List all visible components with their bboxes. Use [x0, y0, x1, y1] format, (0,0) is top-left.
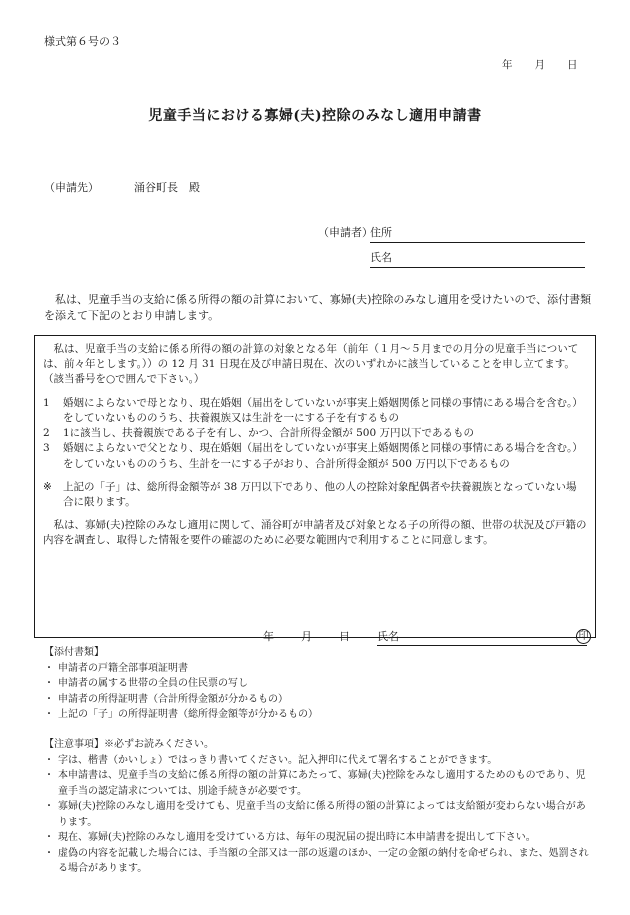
applicant-role-label: （申請者） — [318, 226, 373, 239]
consent-paragraph: 私は、寡婦(夫)控除のみなし適用に関して、涌谷町が申請者及び対象となる子の所得の額、世帯の状況及び戸籍の内容を調査し、取得した情報を要件の確認のために必要な範囲内で利用することに同意します。 — [43, 519, 587, 547]
destination-label: （申請先） — [44, 181, 99, 194]
address-label: 住所 — [370, 226, 392, 239]
applicant-address-row — [318, 225, 585, 243]
declaration-item[interactable] — [43, 426, 587, 441]
destination — [44, 180, 200, 196]
list-item: ・ 本申請書は、児童手当の支給に係る所得の額の計算にあたって、寡婦(夫)控除をみなし適用するためのものであり、児童手当の認定請求については、別途手続きが必要です。 — [44, 768, 592, 799]
address-field[interactable] — [370, 225, 585, 243]
date-day-label: 日 — [567, 59, 578, 71]
signature-date[interactable] — [263, 629, 377, 645]
sig-year-label: 年 — [263, 630, 274, 643]
destination-value: 涌谷町長 殿 — [134, 181, 200, 194]
declaration-item[interactable] — [43, 396, 587, 426]
list-item: ・ 寡婦(夫)控除のみなし適用を受けても、児童手当の支給に係る所得の額の計算によっては支給額が変わらない場合があります。 — [44, 799, 592, 830]
item-text: 1に該当し、扶養親族である子を有し、かつ、合計所得金額が 500 万円以下であるもの — [63, 427, 474, 440]
applicant-name-row — [370, 250, 585, 268]
sig-name-label: 氏名 — [377, 630, 399, 643]
intro-paragraph: 私は、児童手当の支給に係る所得の額の計算において、寡婦(夫)控除のみなし適用を受けたいので、添付書類を添えて下記のとおり申請します。 — [44, 293, 592, 322]
list-item: ・ 上記の「子」の所得証明書（総所得金額等が分かるもの） — [44, 707, 318, 723]
signature-name-field[interactable] — [377, 629, 587, 646]
item-number: 2 — [43, 427, 50, 440]
note-text: 上記の「子」は、総所得金額等が 38 万円以下であり、他の人の控除対象配偶者や扶養親族となっていない場合に限ります。 — [63, 480, 577, 508]
declaration-box — [34, 335, 596, 643]
item-number: 1 — [43, 396, 50, 409]
form-number: 様式第６号の３ — [44, 35, 121, 48]
declaration-item[interactable] — [43, 441, 587, 471]
list-item: ・ 申請者の属する世帯の全員の住民票の写し — [44, 676, 318, 692]
sig-month-label: 月 — [301, 630, 312, 643]
item-text: 婚姻によらないで母となり、現在婚姻（届出をしていないが事実上婚姻関係と同様の事情にある場合を含む。）をしていないもののうち、扶養親族又は生計を一にする子を有するもの — [63, 396, 583, 424]
note-mark: ※ — [43, 480, 52, 493]
list-item: ・ 虚偽の内容を記載した場合には、手当額の全部又は一部の返還のほか、一定の金額の納付を命ぜられ、また、処罰される場合があります。 — [44, 846, 592, 877]
date-month-label: 月 — [534, 59, 545, 71]
date-header — [502, 58, 578, 73]
attachments-section — [44, 645, 318, 723]
seal-mark: 印 — [576, 629, 591, 644]
list-item: ・ 字は、楷書（かいしょ）ではっきり書いてください。記入押印に代えて署名することができます。 — [44, 753, 592, 769]
sig-day-label: 日 — [339, 630, 350, 643]
name-label: 氏名 — [370, 251, 392, 264]
notes-section — [44, 737, 592, 877]
page-title: 児童手当における寡婦(夫)控除のみなし適用申請書 — [148, 108, 482, 124]
list-item: ・ 申請者の所得証明書（合計所得金額が分かるもの） — [44, 692, 318, 708]
name-field[interactable] — [370, 250, 585, 268]
date-year-label: 年 — [502, 59, 513, 71]
list-item: ・ 現在、寡婦(夫)控除のみなし適用を受けている方は、毎年の現況届の提出時に本申請書を提出して下さい。 — [44, 830, 592, 846]
notes-heading: 【注意事項】※必ずお読みください。 — [44, 739, 214, 750]
item-text: 婚姻によらないで父となり、現在婚姻（届出をしていないが事実上婚姻関係と同様の事情にある場合を含む。）をしていないもののうち、生計を一にする子がおり、合計所得金額が 500 万円以下であるもの — [63, 442, 583, 470]
list-item: ・ 申請者の戸籍全部事項証明書 — [44, 661, 318, 677]
item-number: 3 — [43, 442, 50, 455]
declaration-lead: 私は、児童手当の支給に係る所得の額の計算の対象となる年（前年（１月～５月までの月分の児童手当については、前々年とします。））の 12 月 31 日現在及び申請日現在、次のいずれかに該当していることを申し立てます。（該当番号を○で囲んで下さい。） — [43, 343, 579, 386]
attachments-heading: 【添付書類】 — [44, 647, 104, 658]
child-note — [43, 480, 587, 510]
